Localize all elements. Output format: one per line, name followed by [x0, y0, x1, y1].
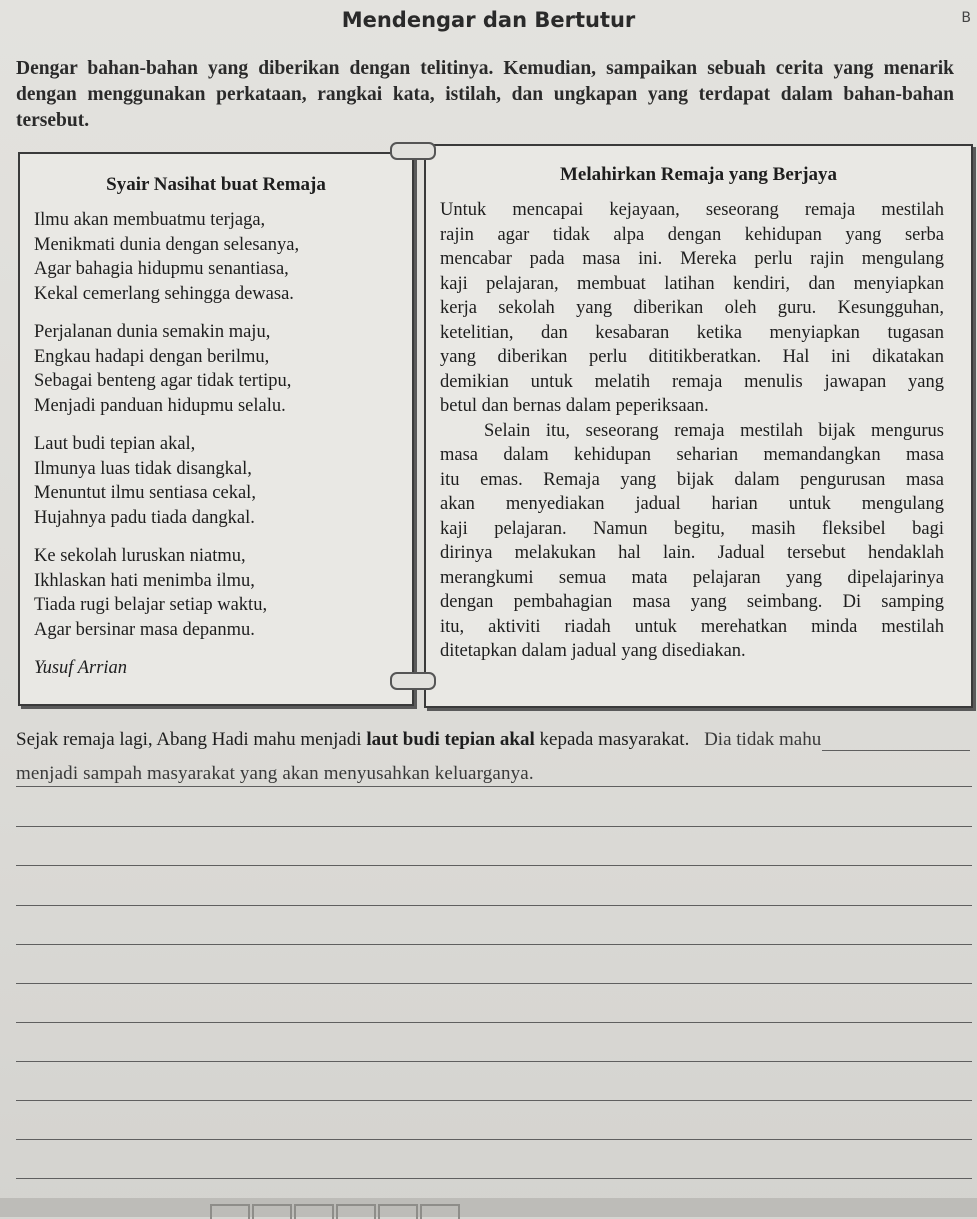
article-line: kaji pelajaran, membuat latihan kendiri, dan menyiapkan [440, 273, 944, 294]
article-line: itu, aktiviti riadah untuk merehatkan minda mestilah [440, 616, 944, 637]
answer-printed-text: Sejak remaja lagi, Abang Hadi mahu menjadi [16, 729, 367, 750]
ruled-line [16, 786, 972, 787]
poem-line: Ilmunya luas tidak disangkal, [34, 458, 252, 479]
poem-line: Agar bersinar masa depanmu. [34, 619, 255, 640]
scroll-ornament-icon [390, 672, 436, 690]
poem-line: Laut budi tepian akal, [34, 434, 196, 454]
article-line: dirinya melakukan hal lain. Jadual tersebut hendaklah [440, 543, 944, 563]
article-line: ditetapkan dalam jadual yang disediakan. [440, 641, 746, 661]
article-line: kaji pelajaran. Namun begitu, masih fleksibel bagi [440, 518, 944, 539]
answer-bold-phrase: laut budi tepian akal [366, 729, 535, 750]
poem-line: Sebagai benteng agar tidak tertipu, [34, 371, 292, 391]
ruled-line [16, 865, 972, 866]
poem-stanza [34, 320, 404, 418]
poem-line: Menjadi panduan hidupmu selalu. [34, 395, 286, 416]
article-body [440, 198, 944, 664]
ruled-line [16, 1178, 972, 1179]
poem-author: Yusuf Arrian [34, 658, 128, 678]
poem-line: Kekal cemerlang sehingga dewasa. [34, 283, 294, 304]
poem-line: Ikhlaskan hati menimba ilmu, [34, 570, 255, 591]
poem-line: Menikmati dunia dengan selesanya, [34, 234, 300, 255]
poem-box [18, 152, 414, 706]
article-line: itu emas. Remaja yang bijak dalam pengurusan masa [440, 469, 944, 490]
article-line: yang diberikan perlu dititikberatkan. Hal ini dikatakan [440, 347, 944, 367]
article-line: merangkumi semua mata pelajaran yang dipelajarinya [440, 567, 944, 588]
page-title: Mendengar dan Bertutur [341, 8, 636, 32]
poem-stanza [34, 432, 404, 530]
article-line: Selain itu, seseorang remaja mestilah bijak mengurus [484, 420, 944, 441]
article-line: dengan pembahagian masa yang seimbang. Di samping [440, 592, 944, 612]
article-line: demikian untuk melatih remaja menulis jawapan yang [440, 371, 944, 392]
ruled-line [16, 1022, 972, 1023]
poem-title: Syair Nasihat buat Remaja [106, 174, 326, 195]
article-box [424, 144, 973, 708]
poem-line: Ilmu akan membuatmu terjaga, [34, 210, 266, 230]
article-line: akan menyediakan jadual harian untuk mengulang [440, 494, 944, 514]
poem-line: Engkau hadapi dengan berilmu, [34, 346, 270, 367]
poem-stanza [34, 208, 404, 306]
answer-written-2: menjadi sampah masyarakat yang akan menyusahkan keluarganya. [16, 763, 534, 784]
article-line: kerja sekolah yang diberikan oleh guru. Kesungguhan, [440, 298, 944, 318]
answer-written-1: Dia tidak mahu [704, 729, 822, 750]
ruled-line [822, 750, 970, 751]
ruled-line [16, 1100, 972, 1101]
article-line: betul dan bernas dalam peperiksaan. [440, 396, 709, 416]
poem-line: Tiada rugi belajar setiap waktu, [34, 595, 268, 615]
answer-printed-end: kepada masyarakat. [534, 729, 690, 750]
scroll-ornament-icon [390, 142, 436, 160]
article-line: masa dalam kehidupan seharian memandangkan masa [440, 445, 944, 465]
poem-line: Perjalanan dunia semakin maju, [34, 322, 271, 342]
poem-body [34, 208, 404, 681]
ruled-line [16, 983, 972, 984]
poem-line: Ke sekolah luruskan niatmu, [34, 546, 246, 566]
page-bottom-edge [0, 1198, 977, 1217]
edge-letter: B [961, 10, 971, 26]
ruled-line [16, 1061, 972, 1062]
instruction-text: Dengar bahan-bahan yang diberikan dengan telitinya. Kemudian, sampaikan sebuah cerita yang menarik dengan menggunakan perkataan, rangkai kata, istilah, dan ungkapan yang terdapat dalam bahan-bahan tersebut. [16, 58, 954, 131]
poem-line: Agar bahagia hidupmu senantiasa, [34, 259, 289, 279]
ruled-line [16, 905, 972, 906]
article-line: rajin agar tidak alpa dengan kehidupan yang serba [440, 224, 944, 245]
article-line: mencabar pada masa ini. Mereka perlu rajin mengulang [440, 249, 944, 269]
article-line: Untuk mencapai kejayaan, seseorang remaja mestilah [440, 200, 944, 220]
answer-start [16, 728, 972, 752]
ruled-line [16, 944, 972, 945]
article-title: Melahirkan Remaja yang Berjaya [559, 164, 838, 185]
ruled-line [16, 826, 972, 827]
poem-line: Menuntut ilmu sentiasa cekal, [34, 483, 256, 503]
ruled-line [16, 1139, 972, 1140]
article-line: ketelitian, dan kesabaran ketika menyiapkan tugasan [440, 322, 944, 343]
poem-stanza [34, 544, 404, 642]
poem-line: Hujahnya padu tiada dangkal. [34, 507, 255, 528]
